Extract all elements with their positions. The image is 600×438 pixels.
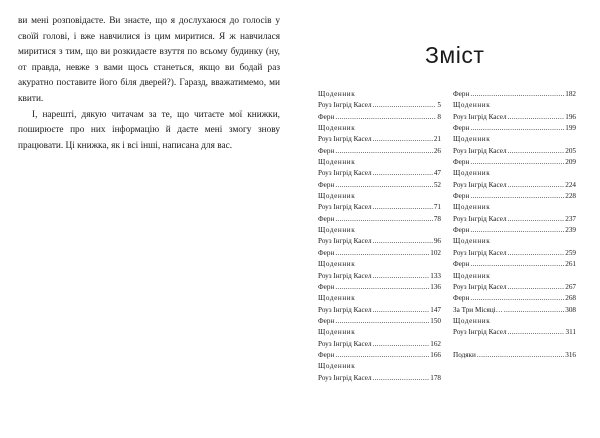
toc-entry-page: 239: [565, 226, 576, 235]
toc-entry: [453, 316, 576, 327]
toc-entry-title: Роуз Інгрід Касел: [453, 248, 507, 257]
toc-entry-title: Ферн: [318, 248, 335, 257]
toc-entry-title: Щоденник: [318, 362, 356, 371]
paragraph-1: ви мені розповідаєте. Ви знаєте, що я дослухаюся до голосів у своїй голові, і вже навчилися із цим миритися. Я ж навчилася миритися з тим, що ви розкидаєте взуття по всьому будинку (ну, от правда, невже з вами щось станеться, якщо ви бодай раз акуратно поставите його біля дверей?). Гаразд, вважатимемо, ми квити.: [18, 16, 280, 104]
toc-entry-title: Ферн: [453, 90, 470, 98]
toc-entry: [453, 271, 576, 282]
toc-entry: [318, 168, 441, 179]
toc-entry-title: Щоденник: [318, 294, 356, 303]
toc-entry-title: Ферн: [318, 316, 335, 325]
toc-entry: [318, 157, 441, 168]
toc-entry-page: 311: [565, 328, 576, 337]
toc-entry-page: 209: [565, 158, 576, 167]
toc-entry-page: 136: [430, 282, 441, 291]
toc-entry: [453, 248, 576, 259]
toc-entry-page: 261: [565, 260, 576, 269]
toc-leader-dots: [335, 180, 433, 191]
toc-entry: [453, 134, 576, 145]
toc-leader-dots: [373, 168, 433, 179]
paragraph-2: І, нарешті, дякую читачам за те, що читаєте мої книжки, поширюєте про них інформацію й даєте мені змогу знову працювати. Ці книжка, як і всі інші, написана для вас.: [18, 109, 280, 151]
toc-entry: [318, 112, 441, 123]
toc-entry-title: Ферн: [453, 124, 470, 133]
toc-entry: [318, 259, 441, 270]
toc-entry-page: 196: [565, 112, 576, 121]
toc-entry: [453, 112, 576, 123]
toc-entry-page: 268: [565, 294, 576, 303]
toc-entry: [453, 146, 576, 157]
toc-leader-dots: [508, 112, 565, 123]
toc-leader-dots: [335, 282, 429, 293]
toc-right-column: [453, 89, 576, 361]
toc-leader-dots: [477, 350, 564, 361]
toc-leader-dots: [373, 271, 430, 282]
toc-leader-dots: [373, 373, 430, 384]
toc-entry-page: 150: [430, 316, 441, 325]
toc-entry-page: 47: [433, 169, 441, 178]
toc-entry-title: Роуз Інгрід Касел: [453, 282, 507, 291]
toc-entry-title: Роуз Інгрід Касел: [453, 214, 507, 223]
toc-entry-page: 133: [430, 271, 441, 280]
toc-leader-dots: [508, 282, 565, 293]
toc-entry-title: Щоденник: [453, 203, 491, 212]
toc-entry-title: Роуз Інгрід Касел: [318, 237, 372, 246]
toc-entry-page: 8: [437, 112, 441, 121]
toc-entry: [318, 236, 441, 247]
toc-leader-dots: [373, 236, 433, 247]
toc-leader-dots: [508, 180, 565, 191]
toc-entry: [453, 89, 576, 100]
toc-entry-page: 26: [433, 146, 441, 155]
toc-leader-dots: [335, 350, 429, 361]
toc-entry: [318, 202, 441, 213]
toc-leader-dots: [470, 89, 564, 100]
toc-leader-dots: [508, 248, 565, 259]
toc-entry-title: Роуз Інгрід Касел: [318, 305, 372, 314]
toc-entry: [318, 361, 441, 372]
toc-entry: [453, 180, 576, 191]
toc-entry-page: 199: [565, 124, 576, 133]
toc-entry: [318, 339, 441, 350]
toc-entry: [453, 327, 576, 338]
toc-entry-page: 78: [433, 214, 441, 223]
toc-entry: [318, 146, 441, 157]
toc-entry: [318, 293, 441, 304]
toc-entry-page: 5: [437, 101, 441, 110]
toc-entry: [453, 259, 576, 270]
toc-entry-title: Щоденник: [453, 135, 491, 144]
toc-entry: [318, 248, 441, 259]
toc-entry-title: Роуз Інгрід Касел: [453, 112, 507, 121]
toc-entry-page: 224: [565, 180, 576, 189]
toc-leader-dots: [335, 112, 436, 123]
toc-entry-page: 308: [565, 305, 576, 314]
toc-entry: [453, 236, 576, 247]
toc-entry-title: Щоденник: [318, 124, 356, 133]
toc-entry-title: Ферн: [453, 192, 470, 201]
toc-entry-title: Ферн: [318, 112, 335, 121]
toc-entry: [453, 282, 576, 293]
toc-leader-dots: [335, 316, 429, 327]
toc-leader-dots: [470, 157, 564, 168]
toc-leader-dots: [470, 123, 564, 134]
toc-entry-page: 102: [430, 248, 441, 257]
toc-entry-title: Ферн: [318, 180, 335, 189]
toc-entry: [318, 316, 441, 327]
toc-entry-title: Щоденник: [318, 158, 356, 167]
toc-entry-title: Щоденник: [453, 101, 491, 110]
toc-entry: [318, 123, 441, 134]
toc-entry-title: Щоденник: [318, 328, 356, 337]
toc-entry-page: 228: [565, 192, 576, 201]
toc-entry: [453, 305, 576, 316]
toc-entry: [318, 271, 441, 282]
toc-entry: [453, 168, 576, 179]
toc-entry: [318, 214, 441, 225]
toc-entry-page: 259: [565, 248, 576, 257]
toc-entry-title: Роуз Інгрід Касел: [453, 146, 507, 155]
toc-leader-dots: [508, 327, 565, 338]
toc-entry-title: За Три Місяці…: [453, 305, 503, 314]
toc-entry-page: 267: [565, 282, 576, 291]
toc-entry-title: Ферн: [453, 226, 470, 235]
toc-leader-dots: [335, 248, 429, 259]
toc-title: Зміст: [425, 42, 485, 68]
toc-entry-title: Щоденник: [318, 226, 356, 235]
toc-leader-dots: [373, 134, 433, 145]
toc-entry-title: Ферн: [453, 294, 470, 303]
toc-entry-page: 205: [565, 146, 576, 155]
toc-entry-page: 96: [433, 237, 441, 246]
toc-leader-dots: [470, 259, 564, 270]
toc-entry: [318, 100, 441, 111]
toc-leader-dots: [470, 191, 564, 202]
toc-entry: [318, 225, 441, 236]
toc-entry-title: Щоденник: [453, 271, 491, 280]
toc-entry: [453, 350, 576, 361]
toc-leader-dots: [373, 202, 433, 213]
toc-entry: [318, 327, 441, 338]
toc-leader-dots: [373, 339, 430, 350]
toc-leader-dots: [470, 293, 564, 304]
toc-entry-title: Ферн: [453, 260, 470, 269]
toc-leader-dots: [508, 214, 565, 225]
toc-leader-dots: [373, 100, 437, 111]
toc-entry-title: Щоденник: [318, 192, 356, 201]
toc-leader-dots: [335, 146, 433, 157]
left-page-text: [18, 14, 280, 154]
toc-entry-title: Подяки: [453, 350, 476, 359]
toc-entry-title: Роуз Інгрід Касел: [453, 328, 507, 337]
toc-entry: [318, 373, 441, 384]
toc-leader-dots: [470, 225, 564, 236]
toc-entry: [318, 282, 441, 293]
toc-entry: [453, 214, 576, 225]
toc-entry-page: 71: [433, 203, 441, 212]
toc-entry-page: 237: [565, 214, 576, 223]
toc-entry: [453, 123, 576, 134]
toc-entry-title: Роуз Інгрід Касел: [453, 180, 507, 189]
toc-entry-title: Роуз Інгрід Касел: [318, 203, 372, 212]
toc-entry-title: Щоденник: [318, 260, 356, 269]
toc-entry-page: 147: [430, 305, 441, 314]
toc-entry-title: Роуз Інгрід Касел: [318, 271, 372, 280]
toc-entry: [318, 350, 441, 361]
toc-leader-dots: [508, 146, 565, 157]
toc-entry-title: Роуз Інгрід Касел: [318, 101, 372, 110]
toc-entry: [453, 293, 576, 304]
toc-entry-page: 182: [565, 90, 576, 98]
toc-entry-title: Роуз Інгрід Касел: [318, 339, 372, 348]
toc-entry-title: Роуз Інгрід Касел: [318, 169, 372, 178]
toc-entry-title: Щоденник: [453, 237, 491, 246]
toc-entry: [453, 191, 576, 202]
toc-entry-title: Роуз Інгрід Касел: [318, 373, 372, 382]
toc-left-column: [318, 89, 441, 384]
toc-entry: [318, 191, 441, 202]
toc-entry-title: Ферн: [318, 282, 335, 291]
toc-leader-dots: [335, 214, 433, 225]
toc-entry: [318, 180, 441, 191]
toc-entry: [453, 157, 576, 168]
toc-entry-title: Роуз Інгрід Касел: [318, 135, 372, 144]
toc-entry-title: Щоденник: [318, 90, 356, 98]
toc-entry-page: 52: [433, 180, 441, 189]
toc-entry-page: 21: [433, 135, 441, 144]
toc-entry: [453, 225, 576, 236]
toc-entry-title: Ферн: [318, 214, 335, 223]
toc-leader-dots: [504, 305, 564, 316]
toc-entry-title: Щоденник: [453, 169, 491, 178]
toc-entry: [318, 305, 441, 316]
toc-entry-page: 178: [430, 373, 441, 382]
toc-entry: [453, 100, 576, 111]
toc-entry-title: Ферн: [318, 350, 335, 359]
toc-entry: [318, 134, 441, 145]
toc-entry-title: Ферн: [453, 158, 470, 167]
toc-entry-title: Щоденник: [453, 316, 491, 325]
toc-entry-title: Ферн: [318, 146, 335, 155]
toc-entry-page: 162: [430, 339, 441, 348]
toc-entry: [453, 202, 576, 213]
toc-entry-page: 316: [565, 350, 576, 359]
toc-entry: [318, 89, 441, 100]
toc-entry-page: 166: [430, 350, 441, 359]
toc-leader-dots: [373, 305, 430, 316]
